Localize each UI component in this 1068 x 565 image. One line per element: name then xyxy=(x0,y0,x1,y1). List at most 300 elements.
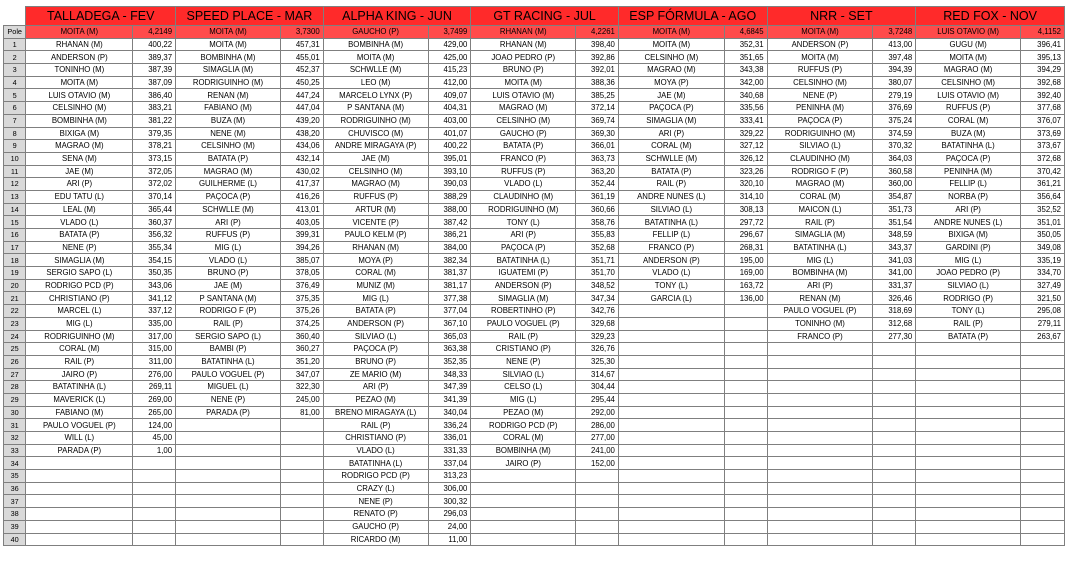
driver-cell[interactable]: BOMBINHA (M) xyxy=(323,38,428,51)
position-label[interactable]: 9 xyxy=(4,140,26,153)
score-cell[interactable]: 393,10 xyxy=(428,165,471,178)
driver-cell[interactable]: NENE (P) xyxy=(471,355,576,368)
driver-cell[interactable]: MOITA (M) xyxy=(916,51,1021,64)
score-cell[interactable] xyxy=(280,495,323,508)
driver-cell[interactable]: SCHWLLE (M) xyxy=(618,152,724,165)
score-cell[interactable] xyxy=(133,508,176,521)
score-cell[interactable]: 351,73 xyxy=(873,203,916,216)
driver-cell[interactable]: ANDERSON (P) xyxy=(767,38,873,51)
driver-cell[interactable]: SILVIAO (L) xyxy=(916,279,1021,292)
score-cell[interactable]: 452,37 xyxy=(280,64,323,77)
score-cell[interactable]: 385,25 xyxy=(576,89,619,102)
driver-cell[interactable] xyxy=(618,393,724,406)
driver-cell[interactable] xyxy=(176,482,281,495)
score-cell[interactable]: 343,38 xyxy=(724,64,767,77)
score-cell[interactable] xyxy=(133,470,176,483)
driver-cell[interactable] xyxy=(916,343,1021,356)
driver-cell[interactable]: MIG (L) xyxy=(916,254,1021,267)
driver-cell[interactable]: CLAUDINHO (M) xyxy=(471,190,576,203)
score-cell[interactable] xyxy=(873,495,916,508)
driver-cell[interactable]: NENE (P) xyxy=(26,241,133,254)
position-label[interactable]: 39 xyxy=(4,520,26,533)
driver-cell[interactable]: VLADO (L) xyxy=(618,267,724,280)
score-cell[interactable]: 269,11 xyxy=(133,381,176,394)
score-cell[interactable]: 295,08 xyxy=(1021,305,1065,318)
score-cell[interactable]: 279,19 xyxy=(873,89,916,102)
driver-cell[interactable]: BATATINHA (L) xyxy=(767,241,873,254)
score-cell[interactable]: 386,21 xyxy=(428,229,471,242)
driver-cell[interactable]: SERGIO SAPO (L) xyxy=(26,267,133,280)
position-label[interactable]: 38 xyxy=(4,508,26,521)
driver-cell[interactable]: LUIS OTAVIO (M) xyxy=(26,89,133,102)
score-cell[interactable]: 263,67 xyxy=(1021,330,1065,343)
score-cell[interactable] xyxy=(724,368,767,381)
score-cell[interactable] xyxy=(873,533,916,546)
driver-cell[interactable]: TONINHO (M) xyxy=(26,64,133,77)
driver-cell[interactable]: RODRIGO PCD (P) xyxy=(323,470,428,483)
score-cell[interactable]: 314,67 xyxy=(576,368,619,381)
pole-time-cell[interactable]: 3,7248 xyxy=(873,26,916,39)
score-cell[interactable]: 379,35 xyxy=(133,127,176,140)
score-cell[interactable]: 297,72 xyxy=(724,216,767,229)
driver-cell[interactable]: CELSINHO (M) xyxy=(618,51,724,64)
driver-cell[interactable]: BATATA (P) xyxy=(26,229,133,242)
score-cell[interactable]: 163,72 xyxy=(724,279,767,292)
score-cell[interactable] xyxy=(1021,381,1065,394)
score-cell[interactable] xyxy=(724,470,767,483)
score-cell[interactable]: 11,00 xyxy=(428,533,471,546)
score-cell[interactable]: 317,00 xyxy=(133,330,176,343)
driver-cell[interactable]: RODRIGO F (P) xyxy=(176,305,281,318)
score-cell[interactable]: 370,42 xyxy=(1021,165,1065,178)
position-label[interactable]: 2 xyxy=(4,51,26,64)
position-label[interactable]: 12 xyxy=(4,178,26,191)
score-cell[interactable]: 369,74 xyxy=(576,114,619,127)
driver-cell[interactable]: BRENO MIRAGAYA (L) xyxy=(323,406,428,419)
score-cell[interactable] xyxy=(1021,508,1065,521)
score-cell[interactable] xyxy=(133,495,176,508)
pole-time-cell[interactable]: 4,1152 xyxy=(1021,26,1065,39)
score-cell[interactable]: 358,76 xyxy=(576,216,619,229)
score-cell[interactable]: 386,40 xyxy=(133,89,176,102)
score-cell[interactable]: 311,00 xyxy=(133,355,176,368)
score-cell[interactable]: 315,00 xyxy=(133,343,176,356)
score-cell[interactable]: 269,00 xyxy=(133,393,176,406)
driver-cell[interactable]: RUFFUS (P) xyxy=(471,165,576,178)
score-cell[interactable]: 334,70 xyxy=(1021,267,1065,280)
score-cell[interactable]: 457,31 xyxy=(280,38,323,51)
driver-cell[interactable]: FABIANO (M) xyxy=(176,102,281,115)
score-cell[interactable]: 195,00 xyxy=(724,254,767,267)
score-cell[interactable] xyxy=(724,533,767,546)
position-label[interactable]: 15 xyxy=(4,216,26,229)
driver-cell[interactable]: CORAL (M) xyxy=(323,267,428,280)
driver-cell[interactable] xyxy=(767,533,873,546)
score-cell[interactable] xyxy=(724,393,767,406)
driver-cell[interactable]: VLADO (L) xyxy=(26,216,133,229)
score-cell[interactable] xyxy=(724,355,767,368)
driver-cell[interactable]: CHRISTIANO (P) xyxy=(323,432,428,445)
score-cell[interactable]: 313,23 xyxy=(428,470,471,483)
driver-cell[interactable]: TONY (L) xyxy=(916,305,1021,318)
score-cell[interactable] xyxy=(873,444,916,457)
driver-cell[interactable] xyxy=(916,355,1021,368)
driver-cell[interactable]: BATATA (P) xyxy=(916,330,1021,343)
pole-time-cell[interactable]: 4,2149 xyxy=(133,26,176,39)
driver-cell[interactable]: CELSINHO (M) xyxy=(471,114,576,127)
score-cell[interactable] xyxy=(133,520,176,533)
event-header[interactable]: GT RACING - JUL xyxy=(471,7,619,26)
score-cell[interactable]: 384,00 xyxy=(428,241,471,254)
driver-cell[interactable]: CLAUDINHO (M) xyxy=(767,152,873,165)
driver-cell[interactable] xyxy=(176,419,281,432)
pole-time-cell[interactable]: 4,2261 xyxy=(576,26,619,39)
score-cell[interactable]: 347,07 xyxy=(280,368,323,381)
driver-cell[interactable] xyxy=(767,393,873,406)
score-cell[interactable]: 413,00 xyxy=(873,38,916,51)
position-label[interactable]: 19 xyxy=(4,267,26,280)
score-cell[interactable]: 352,52 xyxy=(1021,203,1065,216)
driver-cell[interactable] xyxy=(176,533,281,546)
position-label[interactable]: 32 xyxy=(4,432,26,445)
driver-cell[interactable]: BIXIGA (M) xyxy=(916,229,1021,242)
score-cell[interactable]: 340,68 xyxy=(724,89,767,102)
driver-cell[interactable]: ANDRE NUNES (L) xyxy=(618,190,724,203)
score-cell[interactable]: 356,32 xyxy=(133,229,176,242)
score-cell[interactable] xyxy=(873,381,916,394)
score-cell[interactable]: 347,39 xyxy=(428,381,471,394)
score-cell[interactable] xyxy=(724,482,767,495)
event-header[interactable]: RED FOX - NOV xyxy=(916,7,1065,26)
driver-cell[interactable]: RICARDO (M) xyxy=(323,533,428,546)
score-cell[interactable]: 376,49 xyxy=(280,279,323,292)
driver-cell[interactable]: CRISTIANO (P) xyxy=(471,343,576,356)
driver-cell[interactable]: NORBA (P) xyxy=(916,190,1021,203)
score-cell[interactable] xyxy=(724,381,767,394)
driver-cell[interactable]: VICENTE (P) xyxy=(323,216,428,229)
score-cell[interactable] xyxy=(280,470,323,483)
corner-cell[interactable] xyxy=(4,7,26,26)
driver-cell[interactable]: GARDINI (P) xyxy=(916,241,1021,254)
driver-cell[interactable]: PAULO VOGUEL (P) xyxy=(26,419,133,432)
driver-cell[interactable]: NENE (P) xyxy=(323,495,428,508)
position-label[interactable]: 18 xyxy=(4,254,26,267)
score-cell[interactable]: 286,00 xyxy=(576,419,619,432)
score-cell[interactable]: 363,20 xyxy=(576,165,619,178)
position-label[interactable]: 29 xyxy=(4,393,26,406)
score-cell[interactable]: 365,44 xyxy=(133,203,176,216)
score-cell[interactable]: 360,00 xyxy=(873,178,916,191)
score-cell[interactable]: 439,20 xyxy=(280,114,323,127)
score-cell[interactable]: 360,40 xyxy=(280,330,323,343)
score-cell[interactable]: 378,21 xyxy=(133,140,176,153)
score-cell[interactable]: 450,25 xyxy=(280,76,323,89)
score-cell[interactable] xyxy=(1021,457,1065,470)
score-cell[interactable]: 413,01 xyxy=(280,203,323,216)
position-label[interactable]: 6 xyxy=(4,102,26,115)
driver-cell[interactable] xyxy=(618,457,724,470)
score-cell[interactable]: 322,30 xyxy=(280,381,323,394)
driver-cell[interactable]: RAIL (P) xyxy=(618,178,724,191)
score-cell[interactable] xyxy=(724,432,767,445)
driver-cell[interactable]: PAULO KELM (P) xyxy=(323,229,428,242)
driver-cell[interactable]: PAÇOCA (P) xyxy=(176,190,281,203)
driver-cell[interactable] xyxy=(618,495,724,508)
score-cell[interactable] xyxy=(576,508,619,521)
driver-cell[interactable]: SIMAGLIA (M) xyxy=(26,254,133,267)
driver-cell[interactable]: MAGRAO (M) xyxy=(323,178,428,191)
driver-cell[interactable]: IGUATEMI (P) xyxy=(471,267,576,280)
driver-cell[interactable]: TONINHO (M) xyxy=(767,317,873,330)
score-cell[interactable]: 400,22 xyxy=(428,140,471,153)
driver-cell[interactable] xyxy=(471,533,576,546)
driver-cell[interactable] xyxy=(618,444,724,457)
score-cell[interactable]: 300,32 xyxy=(428,495,471,508)
score-cell[interactable] xyxy=(280,520,323,533)
score-cell[interactable]: 447,24 xyxy=(280,89,323,102)
score-cell[interactable]: 355,83 xyxy=(576,229,619,242)
driver-cell[interactable] xyxy=(176,470,281,483)
driver-cell[interactable]: PAÇOCA (P) xyxy=(618,102,724,115)
score-cell[interactable]: 404,31 xyxy=(428,102,471,115)
driver-cell[interactable]: LEO (M) xyxy=(323,76,428,89)
driver-cell[interactable] xyxy=(176,457,281,470)
score-cell[interactable]: 326,76 xyxy=(576,343,619,356)
driver-cell[interactable]: SILVIAO (L) xyxy=(471,368,576,381)
score-cell[interactable] xyxy=(576,533,619,546)
score-cell[interactable]: 374,25 xyxy=(280,317,323,330)
pole-driver-cell[interactable]: MOITA (M) xyxy=(767,26,873,39)
driver-cell[interactable]: RENAN (M) xyxy=(176,89,281,102)
score-cell[interactable]: 349,08 xyxy=(1021,241,1065,254)
driver-cell[interactable] xyxy=(471,508,576,521)
score-cell[interactable]: 398,40 xyxy=(576,38,619,51)
driver-cell[interactable]: MOYA (P) xyxy=(323,254,428,267)
score-cell[interactable]: 277,30 xyxy=(873,330,916,343)
score-cell[interactable]: 372,05 xyxy=(133,165,176,178)
driver-cell[interactable]: ANDERSON (P) xyxy=(26,51,133,64)
driver-cell[interactable]: PENINHA (M) xyxy=(916,165,1021,178)
driver-cell[interactable]: RAIL (P) xyxy=(767,216,873,229)
driver-cell[interactable]: GAUCHO (P) xyxy=(471,127,576,140)
score-cell[interactable] xyxy=(280,482,323,495)
driver-cell[interactable]: WILL (L) xyxy=(26,432,133,445)
driver-cell[interactable]: ANDERSON (P) xyxy=(323,317,428,330)
score-cell[interactable]: 304,44 xyxy=(576,381,619,394)
driver-cell[interactable]: P SANTANA (M) xyxy=(323,102,428,115)
driver-cell[interactable]: EDU TATU (L) xyxy=(26,190,133,203)
driver-cell[interactable]: ROBERTINHO (P) xyxy=(471,305,576,318)
score-cell[interactable]: 351,54 xyxy=(873,216,916,229)
score-cell[interactable]: 296,03 xyxy=(428,508,471,521)
driver-cell[interactable]: MAGRAO (M) xyxy=(916,64,1021,77)
driver-cell[interactable]: MIG (L) xyxy=(471,393,576,406)
score-cell[interactable]: 335,00 xyxy=(133,317,176,330)
driver-cell[interactable]: SILVIAO (L) xyxy=(323,330,428,343)
score-cell[interactable] xyxy=(1021,393,1065,406)
score-cell[interactable] xyxy=(1021,343,1065,356)
score-cell[interactable]: 373,69 xyxy=(1021,127,1065,140)
driver-cell[interactable] xyxy=(767,419,873,432)
event-header[interactable]: TALLADEGA - FEV xyxy=(26,7,176,26)
score-cell[interactable] xyxy=(280,457,323,470)
score-cell[interactable] xyxy=(873,470,916,483)
score-cell[interactable]: 360,27 xyxy=(280,343,323,356)
position-label[interactable]: 30 xyxy=(4,406,26,419)
score-cell[interactable] xyxy=(280,419,323,432)
driver-cell[interactable]: BATATINHA (L) xyxy=(471,254,576,267)
score-cell[interactable] xyxy=(1021,355,1065,368)
driver-cell[interactable]: ANDERSON (P) xyxy=(618,254,724,267)
score-cell[interactable]: 354,87 xyxy=(873,190,916,203)
driver-cell[interactable]: ZE MARIO (M) xyxy=(323,368,428,381)
position-label[interactable]: 33 xyxy=(4,444,26,457)
score-cell[interactable]: 351,71 xyxy=(576,254,619,267)
driver-cell[interactable]: MOYA (P) xyxy=(618,76,724,89)
driver-cell[interactable]: SCHWLLE (M) xyxy=(176,203,281,216)
driver-cell[interactable]: CHRISTIANO (P) xyxy=(26,292,133,305)
score-cell[interactable]: 360,37 xyxy=(133,216,176,229)
driver-cell[interactable]: RAIL (P) xyxy=(323,419,428,432)
driver-cell[interactable]: BATATA (P) xyxy=(323,305,428,318)
driver-cell[interactable]: JAE (M) xyxy=(618,89,724,102)
driver-cell[interactable] xyxy=(618,533,724,546)
score-cell[interactable]: 388,00 xyxy=(428,203,471,216)
driver-cell[interactable] xyxy=(618,305,724,318)
pole-driver-cell[interactable]: LUIS OTAVIO (M) xyxy=(916,26,1021,39)
score-cell[interactable] xyxy=(724,343,767,356)
score-cell[interactable]: 343,37 xyxy=(873,241,916,254)
driver-cell[interactable]: RENATO (P) xyxy=(323,508,428,521)
driver-cell[interactable]: ANDERSON (P) xyxy=(471,279,576,292)
driver-cell[interactable]: GUGU (M) xyxy=(916,38,1021,51)
score-cell[interactable] xyxy=(133,457,176,470)
score-cell[interactable] xyxy=(576,482,619,495)
driver-cell[interactable]: PAULO VOGUEL (P) xyxy=(767,305,873,318)
position-label[interactable]: 3 xyxy=(4,64,26,77)
driver-cell[interactable]: BAMBI (P) xyxy=(176,343,281,356)
driver-cell[interactable]: RHANAN (M) xyxy=(323,241,428,254)
driver-cell[interactable] xyxy=(618,482,724,495)
driver-cell[interactable] xyxy=(176,508,281,521)
driver-cell[interactable] xyxy=(176,444,281,457)
position-label[interactable]: 37 xyxy=(4,495,26,508)
driver-cell[interactable]: MIGUEL (L) xyxy=(176,381,281,394)
position-label[interactable]: 11 xyxy=(4,165,26,178)
driver-cell[interactable]: NENE (M) xyxy=(176,127,281,140)
score-cell[interactable]: 372,02 xyxy=(133,178,176,191)
driver-cell[interactable]: GAUCHO (P) xyxy=(323,520,428,533)
score-cell[interactable]: 335,56 xyxy=(724,102,767,115)
score-cell[interactable]: 387,42 xyxy=(428,216,471,229)
position-label[interactable]: 40 xyxy=(4,533,26,546)
driver-cell[interactable]: JAE (M) xyxy=(26,165,133,178)
pole-time-cell[interactable]: 3,7499 xyxy=(428,26,471,39)
score-cell[interactable]: 361,21 xyxy=(1021,178,1065,191)
driver-cell[interactable]: SILVIAO (L) xyxy=(618,203,724,216)
driver-cell[interactable]: MIG (L) xyxy=(767,254,873,267)
driver-cell[interactable]: RENAN (M) xyxy=(767,292,873,305)
driver-cell[interactable] xyxy=(26,495,133,508)
score-cell[interactable]: 415,23 xyxy=(428,64,471,77)
score-cell[interactable]: 350,05 xyxy=(1021,229,1065,242)
score-cell[interactable]: 381,17 xyxy=(428,279,471,292)
score-cell[interactable]: 354,15 xyxy=(133,254,176,267)
score-cell[interactable]: 327,12 xyxy=(724,140,767,153)
position-label[interactable]: 17 xyxy=(4,241,26,254)
position-label[interactable]: 8 xyxy=(4,127,26,140)
score-cell[interactable]: 124,00 xyxy=(133,419,176,432)
driver-cell[interactable] xyxy=(916,381,1021,394)
driver-cell[interactable]: NENE (P) xyxy=(767,89,873,102)
score-cell[interactable]: 265,00 xyxy=(133,406,176,419)
driver-cell[interactable] xyxy=(916,368,1021,381)
score-cell[interactable]: 318,69 xyxy=(873,305,916,318)
driver-cell[interactable] xyxy=(26,482,133,495)
driver-cell[interactable]: RODRIGUINHO (M) xyxy=(471,203,576,216)
driver-cell[interactable]: PENINHA (M) xyxy=(767,102,873,115)
driver-cell[interactable]: SIMAGLIA (M) xyxy=(767,229,873,242)
driver-cell[interactable]: BATATINHA (L) xyxy=(916,140,1021,153)
driver-cell[interactable]: SIMAGLIA (M) xyxy=(618,114,724,127)
driver-cell[interactable]: CHUVISCO (M) xyxy=(323,127,428,140)
score-cell[interactable]: 376,69 xyxy=(873,102,916,115)
pole-driver-cell[interactable]: MOITA (M) xyxy=(176,26,281,39)
driver-cell[interactable] xyxy=(767,381,873,394)
driver-cell[interactable]: MOITA (M) xyxy=(323,51,428,64)
driver-cell[interactable]: LUIS OTAVIO (M) xyxy=(916,89,1021,102)
score-cell[interactable]: 326,46 xyxy=(873,292,916,305)
score-cell[interactable]: 383,21 xyxy=(133,102,176,115)
driver-cell[interactable]: BATATINHA (L) xyxy=(323,457,428,470)
score-cell[interactable]: 341,03 xyxy=(873,254,916,267)
score-cell[interactable]: 335,19 xyxy=(1021,254,1065,267)
driver-cell[interactable]: PAÇOCA (P) xyxy=(916,152,1021,165)
driver-cell[interactable]: BATATA (P) xyxy=(618,165,724,178)
driver-cell[interactable]: BRUNO (P) xyxy=(471,64,576,77)
driver-cell[interactable] xyxy=(916,419,1021,432)
driver-cell[interactable] xyxy=(916,508,1021,521)
driver-cell[interactable] xyxy=(471,470,576,483)
score-cell[interactable]: 336,01 xyxy=(428,432,471,445)
driver-cell[interactable]: RUFFUS (P) xyxy=(176,229,281,242)
score-cell[interactable]: 394,26 xyxy=(280,241,323,254)
score-cell[interactable]: 409,07 xyxy=(428,89,471,102)
score-cell[interactable]: 268,31 xyxy=(724,241,767,254)
score-cell[interactable]: 352,31 xyxy=(724,38,767,51)
pole-time-cell[interactable]: 4,6845 xyxy=(724,26,767,39)
score-cell[interactable]: 370,32 xyxy=(873,140,916,153)
event-header[interactable]: ESP FÓRMULA - AGO xyxy=(618,7,767,26)
driver-cell[interactable]: VLADO (L) xyxy=(176,254,281,267)
score-cell[interactable]: 45,00 xyxy=(133,432,176,445)
driver-cell[interactable]: MAGRAO (M) xyxy=(618,64,724,77)
score-cell[interactable] xyxy=(873,520,916,533)
pole-driver-cell[interactable]: MOITA (M) xyxy=(26,26,133,39)
driver-cell[interactable] xyxy=(618,355,724,368)
score-cell[interactable]: 400,22 xyxy=(133,38,176,51)
driver-cell[interactable] xyxy=(916,470,1021,483)
driver-cell[interactable] xyxy=(176,432,281,445)
score-cell[interactable]: 351,01 xyxy=(1021,216,1065,229)
score-cell[interactable] xyxy=(724,317,767,330)
score-cell[interactable]: 314,10 xyxy=(724,190,767,203)
score-cell[interactable]: 403,05 xyxy=(280,216,323,229)
driver-cell[interactable]: BOMBINHA (M) xyxy=(176,51,281,64)
score-cell[interactable]: 412,00 xyxy=(428,76,471,89)
driver-cell[interactable]: RAIL (P) xyxy=(26,355,133,368)
score-cell[interactable] xyxy=(133,533,176,546)
